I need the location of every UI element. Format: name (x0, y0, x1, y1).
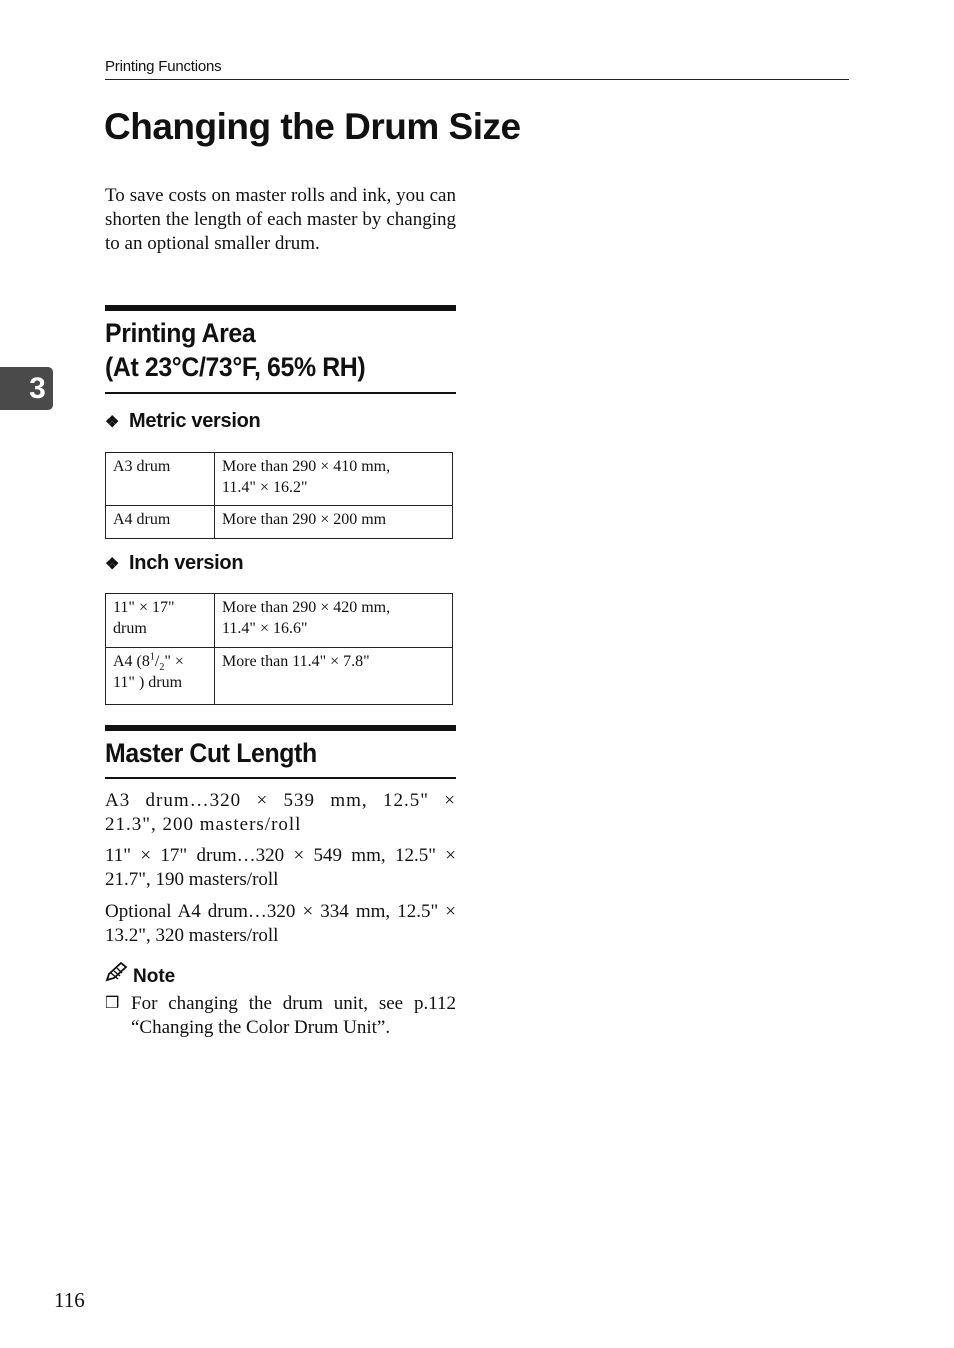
cell-line: More than 290 × 410 mm, (222, 458, 391, 475)
fraction-slash: / (154, 653, 160, 670)
table-cell: A4 drum (106, 506, 215, 539)
checkbox-icon: ❒ (105, 995, 120, 1012)
section-rule-top (105, 305, 456, 311)
table-cell: More than 11.4" × 7.8" (215, 648, 453, 705)
master-cut-item: 11" × 17" drum…320 × 549 mm, 12.5" × 21.7", 190 masters/roll (105, 845, 456, 890)
header-rule (105, 79, 849, 80)
fraction-part: A4 (8 (113, 653, 150, 670)
diamond-bullet-icon: ❖ (105, 413, 120, 431)
section-heading-printing-area (105, 316, 365, 384)
pencil-icon (105, 962, 129, 988)
table-cell (106, 648, 215, 705)
table-cell (215, 453, 453, 506)
page-number: 116 (54, 1288, 85, 1312)
heading-line: (At 23°C/73°F, 65% RH) (105, 352, 366, 382)
table-row (106, 506, 453, 539)
diamond-bullet-icon: ❖ (105, 555, 120, 573)
subheading-metric (105, 410, 260, 433)
table-cell (106, 594, 215, 648)
section-rule-bottom (105, 392, 456, 394)
table-cell: A3 drum (106, 453, 215, 506)
cell-line: drum (113, 620, 147, 637)
metric-table (105, 452, 453, 539)
fraction-numerator: 1 (149, 651, 155, 663)
note-label: Note (133, 966, 176, 987)
cell-line: 11.4" × 16.6" (222, 620, 308, 637)
section-heading-master-cut: Master Cut Length (105, 738, 317, 768)
table-row (106, 594, 453, 648)
note-heading (105, 962, 175, 988)
subheading-label: Inch version (129, 552, 244, 574)
chapter-tab (0, 367, 53, 410)
running-header: Printing Functions (105, 58, 222, 75)
intro-paragraph: To save costs on master rolls and ink, you can shorten the length of each master by changing to an optional smaller drum. (105, 185, 456, 254)
inch-table (105, 593, 453, 705)
cell-line: More than 290 × 420 mm, (222, 599, 391, 616)
fraction-part: " × (164, 653, 184, 670)
cell-line: 11" ) drum (113, 674, 183, 691)
chapter-number: 3 (29, 371, 46, 405)
table-cell (215, 594, 453, 648)
cell-line: 11.4" × 16.2" (222, 479, 308, 496)
subheading-inch (105, 552, 243, 575)
note-text: For changing the drum unit, see p.112 “Changing the Color Drum Unit”. (131, 993, 456, 1038)
section-rule-top (105, 725, 456, 731)
section-rule-bottom (105, 777, 456, 779)
cell-line: 11" × 17" (113, 599, 175, 616)
subheading-label: Metric version (129, 410, 261, 432)
heading-line: Printing Area (105, 318, 256, 348)
master-cut-item: A3 drum…320 × 539 mm, 12.5" × 21.3", 200 masters/roll (105, 790, 456, 835)
table-row (106, 453, 453, 506)
table-cell: More than 290 × 200 mm (215, 506, 453, 539)
table-row (106, 648, 453, 705)
page-title: Changing the Drum Size (104, 106, 521, 147)
note-item (105, 992, 456, 1040)
master-cut-item: Optional A4 drum…320 × 334 mm, 12.5" × 13.2", 320 masters/roll (105, 901, 456, 946)
fraction-denominator: 2 (159, 662, 165, 674)
